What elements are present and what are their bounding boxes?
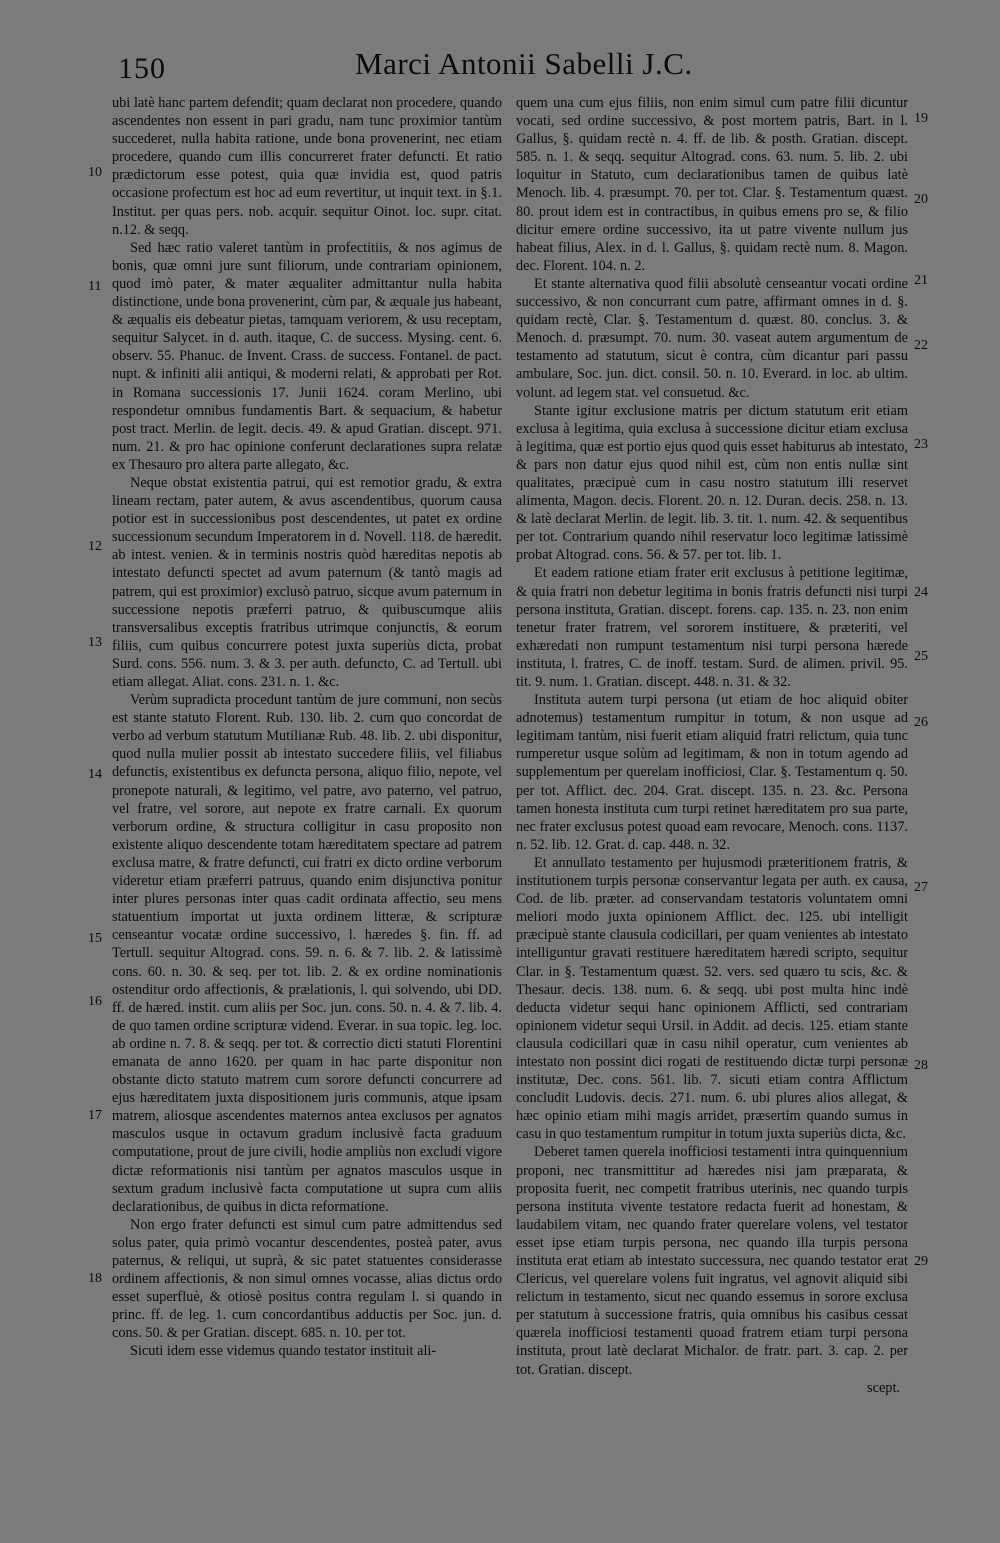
left-paragraph: ubi latè hanc partem defendit; quam declarat non procedere, quando ascendentes non essent in pari gradu, nam tunc proximior tantùm succederet, nulla habita ratione, unde bona provenerint, nec etiam procedere, quando cum illis concurreret frater defuncti. Et ratio prædictorum esse potest, quia quæ invidia est, quod patris occasione profectum est hoc ad eum revertitur, ut inquit text. in §.1. Institut. per quas pers. nob. acquir. sequitur Oinot. loc. supr. citat. n.12. & seqq. xyxy=(112,95,502,238)
margin-number: 17 xyxy=(88,1108,102,1123)
margin-number: 19 xyxy=(914,111,928,126)
margin-number: 25 xyxy=(914,649,928,664)
right-column xyxy=(516,94,908,1397)
left-paragraph: Neque obstat existentia patrui, qui est remotior gradu, & extra lineam rectam, pater autem, & avus ascendentibus, quorum causa potior est in successionibus post descendentes, ut patet ex ordine successionum secundum Imperatorem in d. Novell. 118. de hæredit. ab intest. venien. & in terminis nostris quòd hæreditas nepotis ab intestato defuncti spectet ad avum paternum (& tantò magis ad patrem, qui est proximior) exclusò patruo, sicque avum paternum in successione nepotis præferri patruo, & quibuscumque aliis transversalibus exceptis fratribus utrimque conjunctis, & eorum filiis, cum quibus concurrere potest juxta superiùs dicta, probat Surd. cons. 556. num. 3. & 3. per auth. defuncto, C. ad Tertull. ubi etiam allegat. Aliat. cons. 231. n. 1. &c. xyxy=(112,474,502,690)
margin-number: 12 xyxy=(88,539,102,554)
right-paragraph: Et annullato testamento per hujusmodi præteritionem fratris, & institutionem turpis personæ conservantur legata per auth. ex causa, Cod. de lib. præter. ad conservandam testatoris voluntatem omni meliori modo juxta opinionem Afflict. dec. 125. ubi intelligit præcipuè stante clausula codicillari, per quam venientes ab intestato intelliguntur gravati restituere hæreditatem hæredi scripto, sequitur Clar. in §. Testamentum quæst. 52. vers. sed quæro tu scis, &c. & Thesaur. decis. 138. num. 6. & seqq. ubi post multa hinc indè deducta videtur sequi hanc opinionem Afflicti, sed contrariam opinionem videtur sequi Ursil. in Addit. ad decis. 125. etiam stante clausula codicillari quæ in casu nihil operatur, cum venientes ab intestato non possint dici rogati de restituendo dictæ turpi personæ institutæ, Dec. cons. 561. lib. 7. sicuti etiam contra Afflictum concludit Ludovis. decis. 271. num. 6. ubi plures alios allegat, & hæc opinio etiam mihi magis arridet, præsertim quando sumus in casu in quo testamentum rumpitur in totum juxta superiùs dicta, &c. xyxy=(516,854,908,1143)
margin-number: 21 xyxy=(914,273,928,288)
right-paragraph: Et stante alternativa quod filii absolutè censeantur vocati ordine successivo, & non concurrant cum patre, affirmant omnes in d. §. quidam rectè, Clar. §. Testamentum d. quæst. 80. conclus. 3. & Menoch. d. præsumpt. 70. num. 30. vaseat autem argumentum de testamento ad statutum, sicut è contra, cùm dicantur pari passu ambulare, Soc. jun. dict. consil. 50. n. 10. Everard. in loc. ab ultim. volunt. ad legem stat. vel consuetud. &c. xyxy=(516,275,908,401)
running-title: Marci Antonii Sabelli J.C. xyxy=(355,46,693,81)
margin-number: 29 xyxy=(914,1254,928,1269)
margin-number: 27 xyxy=(914,880,928,895)
margin-number: 23 xyxy=(914,437,928,452)
left-column xyxy=(112,94,502,1361)
left-paragraph: Sicuti idem esse videmus quando testator instituit ali- xyxy=(130,1343,437,1360)
margin-number: 20 xyxy=(914,192,928,207)
right-paragraph: Et eadem ratione etiam frater erit exclusus à petitione legitimæ, & quia fratri non debetur legitima in bonis fratris defuncti nisi turpi persona instituta, Gratian. discept. forens. cap. 135. n. 23. non enim tenetur frater fratrem, vel sororem instituere, & præteriti, vel exhæredati non rumpunt testamentum nisi turpi persona hærede instituta, l. fratres, C. de inoff. testam. Surd. de alimen. privil. 95. tit. 9. num. 1. Gratian. discept. 448. n. 31. & 32. xyxy=(516,565,908,690)
margin-number: 11 xyxy=(88,279,102,294)
right-paragraph: Instituta autem turpi persona (ut etiam de hoc aliquid obiter adnotemus) testamentum rumpitur in totum, & non usque ad legitimam tantùm, nisi fuerit etiam aliquid fratri relictum, quia tunc rumperetur usque solùm ad legitimam, & non in totum agendo ad supplementum per querelam inofficiosi, Clar. §. Testamentum q. 50. per tot. Afflict. dec. 204. Grat. discept. 135. n. 23. &c. Persona tamen honesta instituta cum turpi retinet hæreditatem pro sua parte, nec frater exclusus potest quoad eam revocare, Menoch. cons. 1137. n. 52. lib. 12. Grat. d. cap. 448. n. 32. xyxy=(516,692,908,853)
margin-number: 24 xyxy=(914,585,928,600)
margin-number: 28 xyxy=(914,1058,928,1073)
right-paragraph: Deberet tamen querela inofficiosi testamenti intra quinquennium proponi, nec transmittitur ad hæredes nisi jam præparata, & proposita fuerit, nec competit fratribus uterinis, nec quando turpis persona instituta vivente testatore redacta fuerit ad honestam, & laudabilem vitam, nec quando frater querelare volens, vel testator esset ipse etiam turpis persona, nec quando illa turpis persona instituta erat etiam ab intestato successura, nec quando testator erat Clericus, vel querelare volens fuit ingratus, vel agnovit aliquid sibi relictum in testamento, sicut nec quando essemus in sorore exclusa per statutum à successione fratris, quia omnibus his casibus cessat quærela inofficiosi testamenti quoad fratrem etiam turpi persona instituta, prout latè declarat Michalor. de fratr. part. 3. cap. 2. per tot. Gratian. discept. xyxy=(516,1144,908,1378)
page-header xyxy=(0,44,1000,94)
left-paragraph: Sed hæc ratio valeret tantùm in profectitiis, & nos agimus de bonis, quæ omni jure sunt filiorum, unde contrariam opinionem, quod imò pater, & mater æqualiter admittantur nulla habita distinctione, unde bona provenerint, cùm par, & æquale jus habeant, & æqualis eis debeatur pietas, tamquam veriorem, & usu receptam, sequitur Salycet. in d. auth. itaque, C. de success. Mysing. cent. 6. observ. 55. Phanuc. de Invent. Crass. de success. Fontanel. de pact. nupt. & infiniti alii antiqui, & moderni relati, & approbati per Rot. in Romana successionis 17. Junii 1624. coram Merlino, ubi respondetur omnibus fundamentis Bart. & sequacium, & habetur post tract. Merlin. de legit. decis. 49. & apud Gratian. discept. 971. num. 21. & pro hac opinione conferunt declarationes supra relatæ ex Thesauro pro altera parte allegato, &c. xyxy=(112,239,502,473)
catchword: scept. xyxy=(867,1379,900,1396)
margin-number: 26 xyxy=(914,715,928,730)
margin-number: 10 xyxy=(88,165,102,180)
margin-number: 16 xyxy=(88,994,102,1009)
left-paragraph: Non ergo frater defuncti est simul cum patre admittendus sed solus pater, quia primò vocantur descendentes, posteà pater, avus paternus, & reliqui, ut suprà, & sic patet statuentes considerasse ordinem affectionis, & non simul omnes vocasse, alias dictus ordo esset superfluè, & otiosè positus contra regulam l. si quando in princ. ff. de leg. 1. cum concordantibus adductis per Soc. jun. d. cons. 50. & per Gratian. discept. 685. n. 10. per tot. xyxy=(112,1216,502,1342)
right-paragraph: Stante igitur exclusione matris per dictum statutum erit etiam exclusa à legitima, quia exclusa à successione dicitur etiam exclusa à legitima, quæ est portio ejus quod quis esset habiturus ab intestato, & pars non datur ejus quod nihil est, cùm non entis nullæ sint qualitates, præcipuè cum in casu nostro statutum illi reservet alimenta, Magon. decis. Florent. 20. n. 12. Duran. decis. 258. n. 13. & latè declarat Merlin. de legit. lib. 3. tit. 1. num. 42. & sequentibus per tot. Contrarium quando nihil reservatur loco legitimæ latissimè probat Altograd. cons. 56. & 57. per tot. lib. 1. xyxy=(516,402,908,564)
margin-number: 22 xyxy=(914,338,928,353)
right-paragraph: quem una cum ejus filiis, non enim simul cum patre filii dicuntur vocati, sed ordine successivo, & post mortem patris, Bart. in l. Gallus, §. quidam rectè n. 4. ff. de lib. & posth. Gratian. discept. 585. n. 1. & seqq. sequitur Altograd. cons. 63. num. 5. lib. 2. ubi loquitur in Statuto, cum declarationibus tamen de quibus latè Menoch. lib. 4. præsumpt. 70. per tot. Clar. §. Testamentum quæst. 80. prout idem est in contractibus, in quibus emens pro se, & filio dicitur emere ordine successivo, ita ut patre vivente nullum jus habeat filius, Alex. in d. l. Gallus, §. quidam rectè num. 8. Magon. dec. Florent. 104. n. 2. xyxy=(516,95,908,274)
page-number: 150 xyxy=(118,52,166,85)
margin-number: 18 xyxy=(88,1271,102,1286)
margin-number: 14 xyxy=(88,767,102,782)
margin-number: 15 xyxy=(88,931,102,946)
left-paragraph: Verùm supradicta procedunt tantùm de jure communi, non secùs est stante statuto Florent. Rub. 130. lib. 2. cum quo concordat de verbo ad verbum statutum Mutilianæ Rub. 48. lib. 2. ubi disponitur, quod nulla mulier possit ab intestato succedere filiis, vel filiabus defunctis, existentibus ex defuncta persona, aliquo filio, nepote, vel pronepote naturali, & legitimo, vel patre, avo paterno, vel patruo, vel fratre, vel sorore, aut nepote ex fratre carnali. Ex quorum verborum ordine, & structura colligitur in casu proposito non existente aliquo descendente totam hæreditatem spectare ad patrem exclusa matre, & fratre defuncti, cui fratri ex dicto ordine verborum videretur etiam præferri patruus, quando enim disjunctiva ponitur inter plures personas inter quas cadit ordinata affectio, seu mens statuentium importat ut juxta ordinem litteræ, & scripturæ censeantur vocatæ ordine successivo, l. hæredes §. fin. ff. ad Tertull. sequitur Altograd. cons. 59. n. 6. & 7. lib. 2. & latissimè cons. 60. n. 30. & seq. per tot. lib. 2. & ex ordine nominationis ostenditur ordo affectionis, & prælationis, l. qui solvendo, ubi DD. ff. de hæred. instit. cum aliis per Soc. jun. cons. 50. n. 4. & 7. lib. 4. de quo tamen ordine scripturæ vidend. Everar. in sua topic. leg. loc. ab ordine n. 7. 8. & seqq. per tot. & correctio dicti statuti Florentini emanata de anno 1620. per quam in hac parte disponitur non obstante dicto statuto matrem cum sorore defuncti concurrere ad ejus hæreditatem juxta dispositionem juris communis, atque ipsam matrem, aliosque ascendentes maternos antea exclusos per agnatos masculos usque in octavum gradum inclusivè facta graduum computatione, prout de jure civili, hodie ampliùs non excludi vigore dictæ reformationis nisi tantùm per agnatos masculos usque in sextum gradum inclusivè facta computatione ut supra cum aliis declarationibus, de quibus in dicta reformatione. xyxy=(112,692,502,1215)
margin-number: 13 xyxy=(88,635,102,650)
